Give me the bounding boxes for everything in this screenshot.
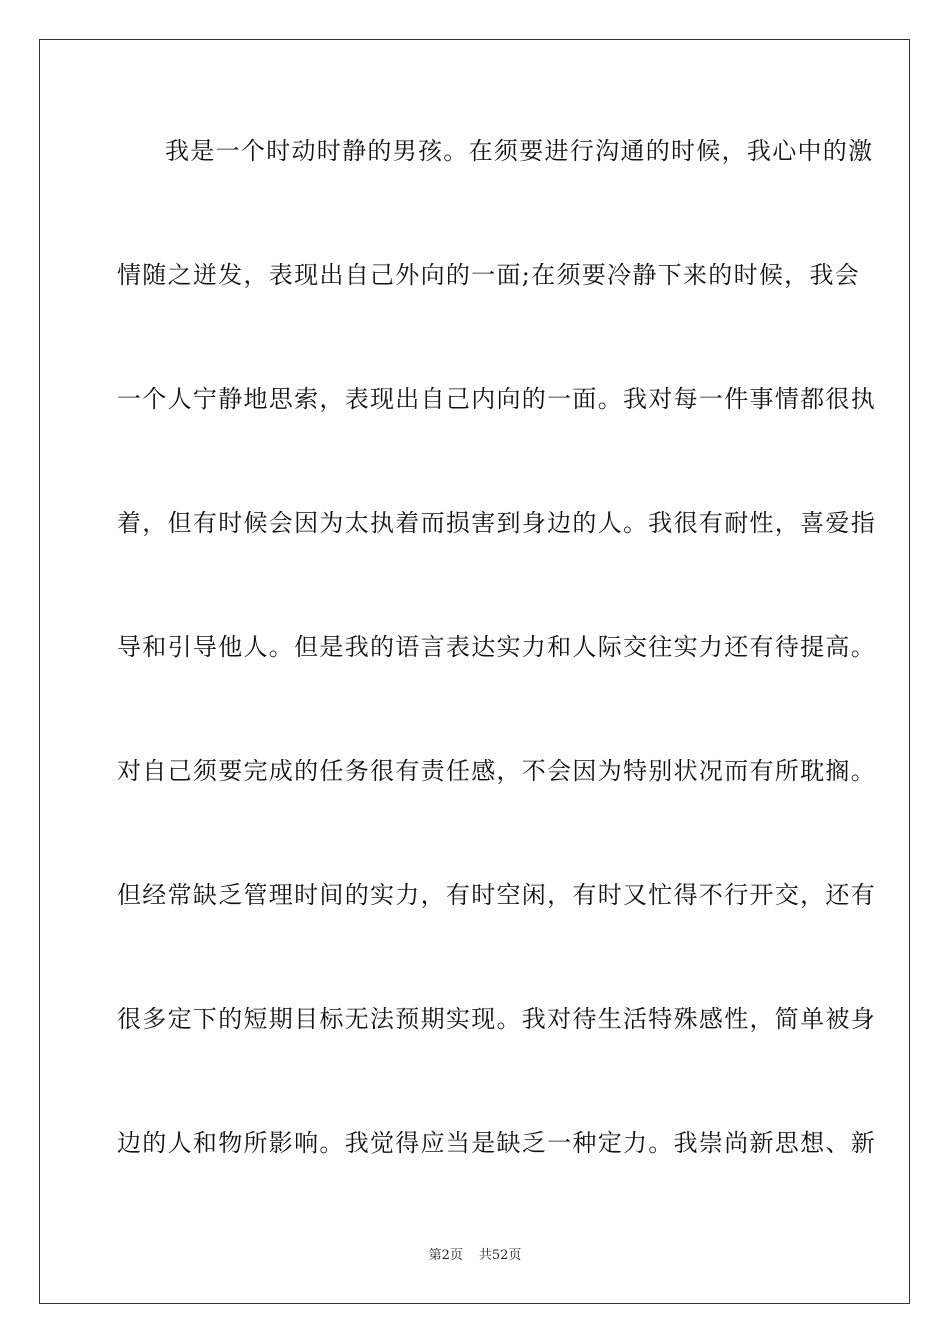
paragraph-line-3: 一个人宁静地思索，表现出自己内向的一面。我对每一件事情都很执 bbox=[117, 385, 876, 413]
page-number: 第2页 bbox=[428, 1248, 463, 1263]
paragraph-line-6: 对自己须要完成的任务很有责任感，不会因为特别状况而有所耽搁。 bbox=[117, 757, 876, 785]
paragraph-line-7: 但经常缺乏管理时间的实力，有时空闲，有时又忙得不行开交，还有 bbox=[117, 881, 876, 909]
page-footer bbox=[0, 1248, 950, 1264]
paragraph-line-8: 很多定下的短期目标无法预期实现。我对待生活特殊感性，简单被身 bbox=[117, 1005, 876, 1033]
paragraph-line-4: 着，但有时候会因为太执着而损害到身边的人。我很有耐性，喜爱指 bbox=[117, 509, 876, 537]
paragraph-line-2: 情随之迸发，表现出自己外向的一面;在须要冷静下来的时候，我会 bbox=[117, 261, 861, 289]
paragraph-line-1: 我是一个时动时静的男孩。在须要进行沟通的时候，我心中的激 bbox=[165, 137, 874, 165]
page-total: 共52页 bbox=[478, 1248, 522, 1263]
page-frame bbox=[39, 39, 910, 1304]
paragraph-line-9: 边的人和物所影响。我觉得应当是缺乏一种定力。我崇尚新思想、新 bbox=[117, 1129, 876, 1157]
paragraph-line-5: 导和引导他人。但是我的语言表达实力和人际交往实力还有待提高。 bbox=[117, 633, 876, 661]
